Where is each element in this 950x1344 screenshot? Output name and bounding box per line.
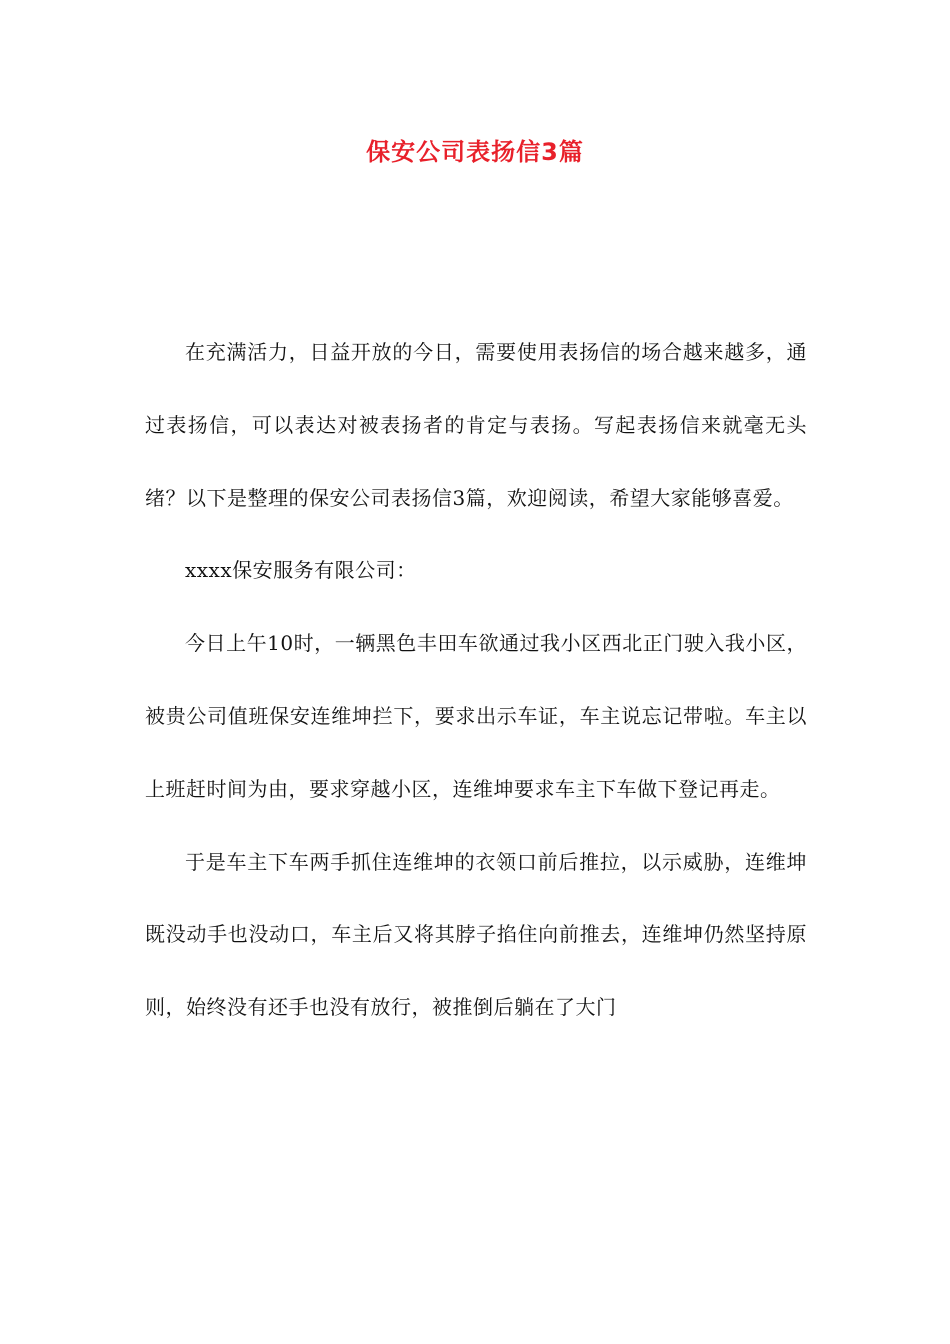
paragraph-details: 于是车主下车两手抓住连维坤的衣领口前后推拉，以示威胁，连维坤既没动手也没动口，车主后又将其脖子掐住向前推去，连维坤仍然坚持原则，始终没有还手也没有放行，被推倒后躺在了大门 (145, 849, 807, 1020)
document-title: 保安公司表扬信3篇 (366, 138, 584, 166)
paragraph-incident: 今日上午10时，一辆黑色丰田车欲通过我小区西北正门驶入我小区，被贵公司值班保安连维坤拦下，要求出示车证，车主说忘记带啦。车主以上班赶时间为由，要求穿越小区，连维坤要求车主下车做下登记再走。 (145, 631, 807, 801)
document-body (145, 316, 807, 1044)
paragraph-intro: 在充满活力，日益开放的今日，需要使用表扬信的场合越来越多，通过表扬信，可以表达对被表扬者的肯定与表扬。写起表扬信来就毫无头绪？以下是整理的保安公司表扬信3篇，欢迎阅读，希望大家能够喜爱。 (145, 340, 807, 510)
paragraph-salutation: xxxx保安服务有限公司： (185, 558, 417, 583)
